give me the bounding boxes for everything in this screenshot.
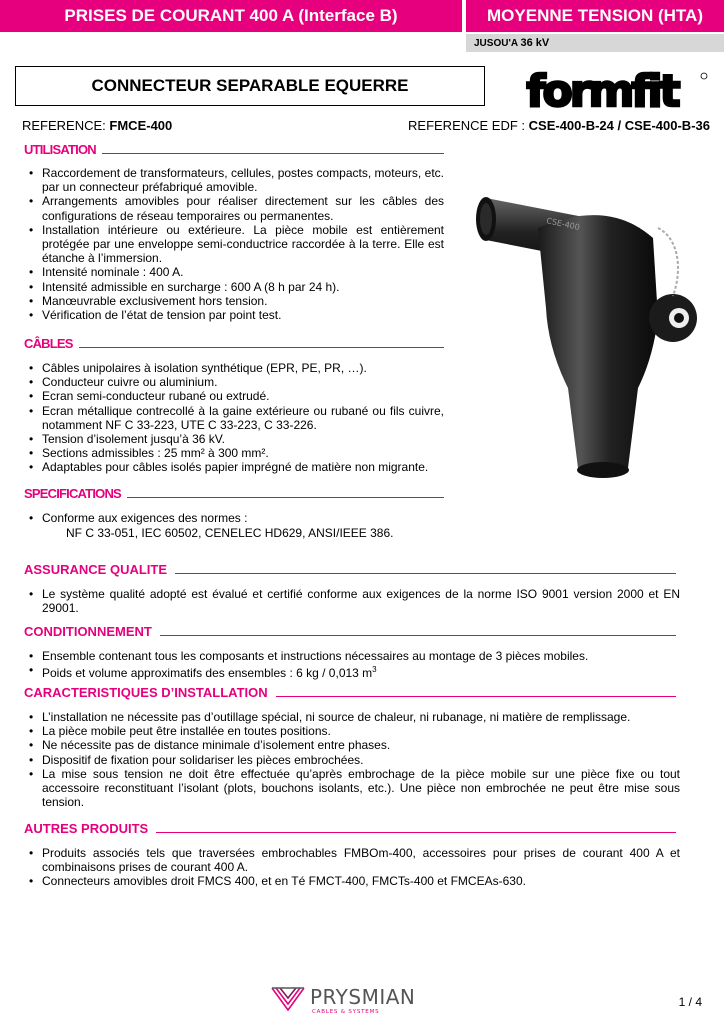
list-item: • Intensité nominale : 400 A. [24,265,444,279]
assurance-heading [24,562,676,577]
svg-text:CSE-400: CSE-400 [545,216,581,232]
list-item: • Ecran métallique contrecollé à la gaine extérieure ou rubané ou fils cuivre, notamment NF C 33-223, UTE C 33-223, C 33-226. [24,404,444,432]
reference-line [22,118,172,133]
specifications-heading [24,486,444,501]
conditionnement-title: CONDITIONNEMENT [24,624,152,639]
weight-text: Poids et volume approximatifs des ensembles : 6 kg / 0,013 m [42,666,373,681]
list-item: • Intensité admissible en surcharge : 600 A (8 h par 24 h). [24,280,444,294]
list-item: • La mise sous tension ne doit être effectuée qu’après embrochage de la pièce mobile sur une pièce fixe ou tout accessoire reconstituant l’isolant (plots, bouchons isolants, etc.). Une pièce non embrochée ne peut être mise sous tension. [24,767,680,810]
edf-reference-value: CSE-400-B-24 / CSE-400-B-36 [528,118,710,133]
prysmian-logo [270,982,450,1016]
product-title: CONNECTEUR SEPARABLE EQUERRE [15,66,485,106]
voltage-label: JUSOU'A [474,38,518,49]
weight-superscript: 3 [372,665,377,675]
edf-reference-line [408,118,710,133]
list-item: • Câbles unipolaires à isolation synthétique (EPR, PE, PR, …). [24,361,444,375]
prysmian-mark-icon [272,988,304,1010]
header-right-banner: MOYENNE TENSION (HTA) [466,0,724,32]
list-item: • Raccordement de transformateurs, cellules, postes compacts, moteurs, etc. par un connecteur préfabriqué amovible. [24,166,444,194]
list-item: • Manœuvrable exclusivement hors tension. [24,294,444,308]
prysmian-wordmark: PRYSMIAN [310,985,416,1009]
autres-rule [156,832,676,833]
autres-heading [24,821,676,836]
utilisation-title: UTILISATION [24,142,96,157]
conditionnement-heading [24,624,676,639]
list-item: • Installation intérieure ou extérieure. La pièce mobile est entièrement protégée par une enveloppe semi-conductrice raccordée à la terre. Elle est étanche à l’immersion. [24,223,444,266]
list-item: • Conforme aux exigences des normes : [24,511,444,525]
cables-list [24,361,444,475]
assurance-title: ASSURANCE QUALITE [24,562,168,577]
list-item: • L’installation ne nécessite pas d’outillage spécial, ni source de chaleur, ni rubanage, ni matière de remplissage. [24,710,680,724]
header-left-banner: PRISES DE COURANT 400 A (Interface B) [0,0,462,32]
list-item: • Dispositif de fixation pour solidariser les pièces embrochées. [24,753,680,767]
voltage-value: 36 kV [520,37,550,49]
cables-rule [79,347,444,348]
assurance-rule [175,573,676,574]
installation-heading [24,685,676,700]
voltage-bar [466,34,724,52]
list-item: • Adaptables pour câbles isolés papier imprégné de matière non migrante. [24,460,444,474]
list-item: • Conducteur cuivre ou aluminium. [24,375,444,389]
reference-value: FMCE-400 [109,118,173,133]
utilisation-list [24,166,444,322]
utilisation-heading [24,142,444,157]
conditionnement-rule [160,635,676,636]
formfit-logo-text: formfit [526,66,678,114]
list-item: • Vérification de l’état de tension par point test. [24,308,444,322]
list-item: • La pièce mobile peut être installée en toutes positions. [24,724,680,738]
norms-text: NF C 33-051, IEC 60502, CENELEC HD629, ANSI/IEEE 386. [66,526,394,540]
cables-title: CÂBLES [24,336,73,351]
list-item: • Ne nécessite pas de distance minimale d’isolement entre phases. [24,738,680,752]
utilisation-rule [102,153,444,154]
list-item: • Ecran semi-conducteur rubané ou extrudé. [24,389,444,403]
product-photo [468,158,706,488]
page-number: 1 / 4 [678,995,702,1009]
cables-heading [24,336,444,351]
installation-title: CARACTERISTIQUES D’INSTALLATION [24,685,268,700]
prysmian-tagline: CABLES & SYSTEMS [312,1009,380,1015]
list-item: • Produits associés tels que traversées embrochables FMBOm-400, accessoires pour prises de courant 400 A et combinaisons prises de courant 400 A. [24,846,680,874]
conditionnement-list [24,649,680,680]
formfit-logo [490,66,714,114]
list-item: • Tension d’isolement jusqu’à 36 kV. [24,432,444,446]
list-item: • Sections admissibles : 25 mm² à 300 mm². [24,446,444,460]
specifications-list [24,511,444,525]
specifications-rule [127,497,444,498]
installation-list [24,710,680,809]
installation-rule [276,696,676,697]
list-item: • Connecteurs amovibles droit FMCS 400, et en Té FMCT-400, FMCTs-400 et FMCEAs-630. [24,874,680,888]
edf-reference-label: REFERENCE EDF : [408,118,529,133]
list-item: • Arrangements amovibles pour réaliser directement sur les câbles des configurations de réseau temporaires ou permanentes. [24,194,444,222]
list-item [24,663,680,680]
reference-label: REFERENCE: [22,118,110,133]
autres-list [24,846,680,889]
autres-title: AUTRES PRODUITS [24,821,149,836]
connector-illustration [468,158,706,488]
assurance-list [24,587,680,615]
list-item: • Ensemble contenant tous les composants et instructions nécessaires au montage de 3 pièces mobiles. [24,649,680,663]
specifications-title: SPECIFICATIONS [24,486,121,501]
list-item: • Le système qualité adopté est évalué et certifié conforme aux exigences de la norme ISO 9001 version 2000 et EN 29001. [24,587,680,615]
